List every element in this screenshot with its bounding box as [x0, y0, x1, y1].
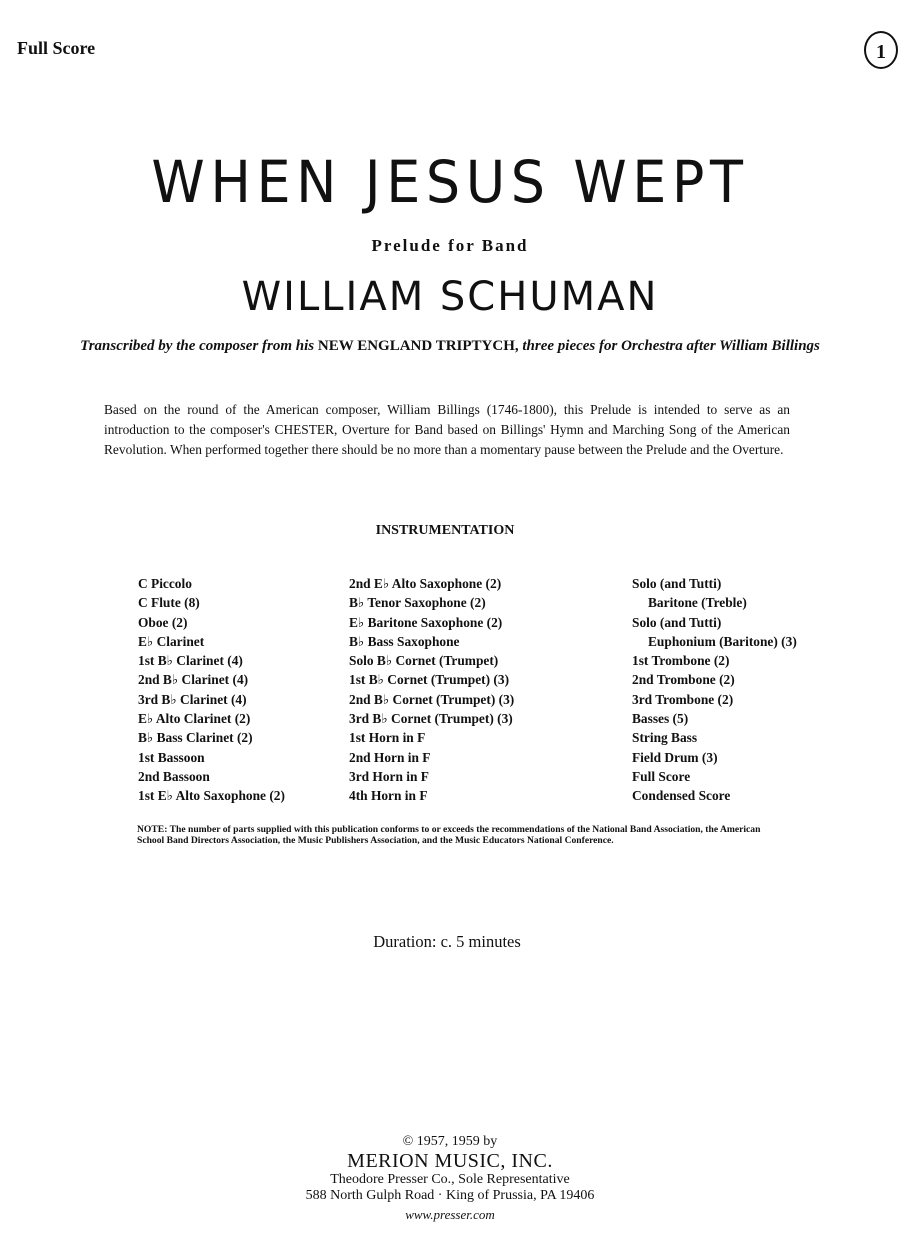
composer-name: WILLIAM SCHUMAN [241, 274, 659, 320]
duration-text: Duration: c. 5 minutes [373, 932, 521, 951]
instrument-item: B♭ Bass Clarinet (2) [138, 730, 253, 746]
transcription-text-2: three pieces for Orchestra after William Billings [522, 338, 820, 354]
instrument-item: B♭ Tenor Saxophone (2) [349, 595, 486, 611]
instrument-item: Condensed Score [632, 788, 731, 804]
transcription-text-1: Transcribed by the composer from his [80, 338, 315, 354]
instrument-item: E♭ Alto Clarinet (2) [138, 711, 251, 727]
instrument-item: 3rd B♭ Cornet (Trumpet) (3) [349, 711, 513, 727]
instrument-item: Full Score [632, 768, 691, 784]
transcription-work-title: NEW ENGLAND TRIPTYCH, [317, 338, 519, 354]
instrument-item: Solo (and Tutti) [632, 576, 722, 591]
instrument-item: 1st B♭ Clarinet (4) [138, 653, 243, 669]
instrument-item: C Piccolo [138, 576, 192, 591]
publisher-address: 588 North Gulph Road · King of Prussia, PA 19406 [305, 1188, 595, 1203]
intro-paragraph: Based on the round of the American composer, William Billings (1746-1800), this Prelude is intended to serve as an introduction to the composer's CHESTER, Overture for Band based on Billings' Hymn and Marching Song of the American Revolution. When performed together there should be no more than a momentary pause between the Prelude and the Overture. [104, 402, 790, 457]
full-score-label: Full Score [17, 38, 96, 58]
instrument-item: 1st Horn in F [349, 730, 426, 746]
instrument-item: Solo (and Tutti) [632, 614, 722, 630]
instrument-item: 2nd Bassoon [138, 768, 210, 784]
instrument-item: Euphonium (Baritone) (3) [648, 633, 797, 649]
parts-note: NOTE: The number of parts supplied with this publication conforms to or exceeds the recommendations of the National Band Association, the American School Band Directors Association, the Music Publishers Association, and the Music Educators National Conference. [137, 824, 761, 846]
instrument-item: 3rd Trombone (2) [632, 691, 734, 707]
instrument-item: 3rd B♭ Clarinet (4) [138, 691, 247, 707]
instrument-item: 4th Horn in F [349, 788, 428, 804]
piece-subtitle: Prelude for Band [371, 236, 529, 255]
instrument-item: 2nd B♭ Clarinet (4) [138, 672, 249, 688]
transcription-note [40, 336, 860, 357]
instrument-item: 2nd Horn in F [349, 749, 431, 765]
instrument-item: 1st Trombone (2) [632, 653, 730, 669]
instrument-item: String Bass [632, 730, 698, 746]
instrument-column-2 [349, 576, 514, 808]
instrument-item: 2nd Trombone (2) [632, 672, 735, 688]
instrument-item: C Flute (8) [138, 595, 200, 611]
instrument-item: Field Drum (3) [632, 749, 718, 765]
instrument-item: Baritone (Treble) [648, 595, 747, 611]
page-number-badge: 1 [864, 31, 898, 69]
instrument-item: E♭ Baritone Saxophone (2) [349, 614, 503, 630]
instrument-item: Oboe (2) [138, 614, 188, 630]
instrument-item: 2nd E♭ Alto Saxophone (2) [349, 576, 502, 591]
representative-line: Theodore Presser Co., Sole Representative [330, 1172, 570, 1187]
instrument-item: Solo B♭ Cornet (Trumpet) [349, 653, 499, 669]
instrument-item: 1st E♭ Alto Saxophone (2) [138, 788, 285, 804]
instrument-item: Basses (5) [632, 711, 689, 727]
instrument-item: E♭ Clarinet [138, 633, 205, 649]
piece-title: WHEN JESUS WEPT [151, 148, 749, 216]
instrument-column-1 [138, 576, 285, 808]
instrument-item: 2nd B♭ Cornet (Trumpet) (3) [349, 691, 515, 707]
publisher-url: www.presser.com [405, 1207, 495, 1222]
instrument-item: B♭ Bass Saxophone [349, 633, 460, 649]
instrument-item: 1st Bassoon [138, 749, 205, 765]
instrument-column-3 [632, 576, 797, 808]
instrument-item: 1st B♭ Cornet (Trumpet) (3) [349, 672, 510, 688]
instrumentation-heading: INSTRUMENTATION [375, 523, 515, 538]
instrument-item: 3rd Horn in F [349, 768, 429, 784]
publisher-name: MERION MUSIC, INC. [347, 1150, 553, 1172]
copyright-line: © 1957, 1959 by [402, 1134, 498, 1149]
